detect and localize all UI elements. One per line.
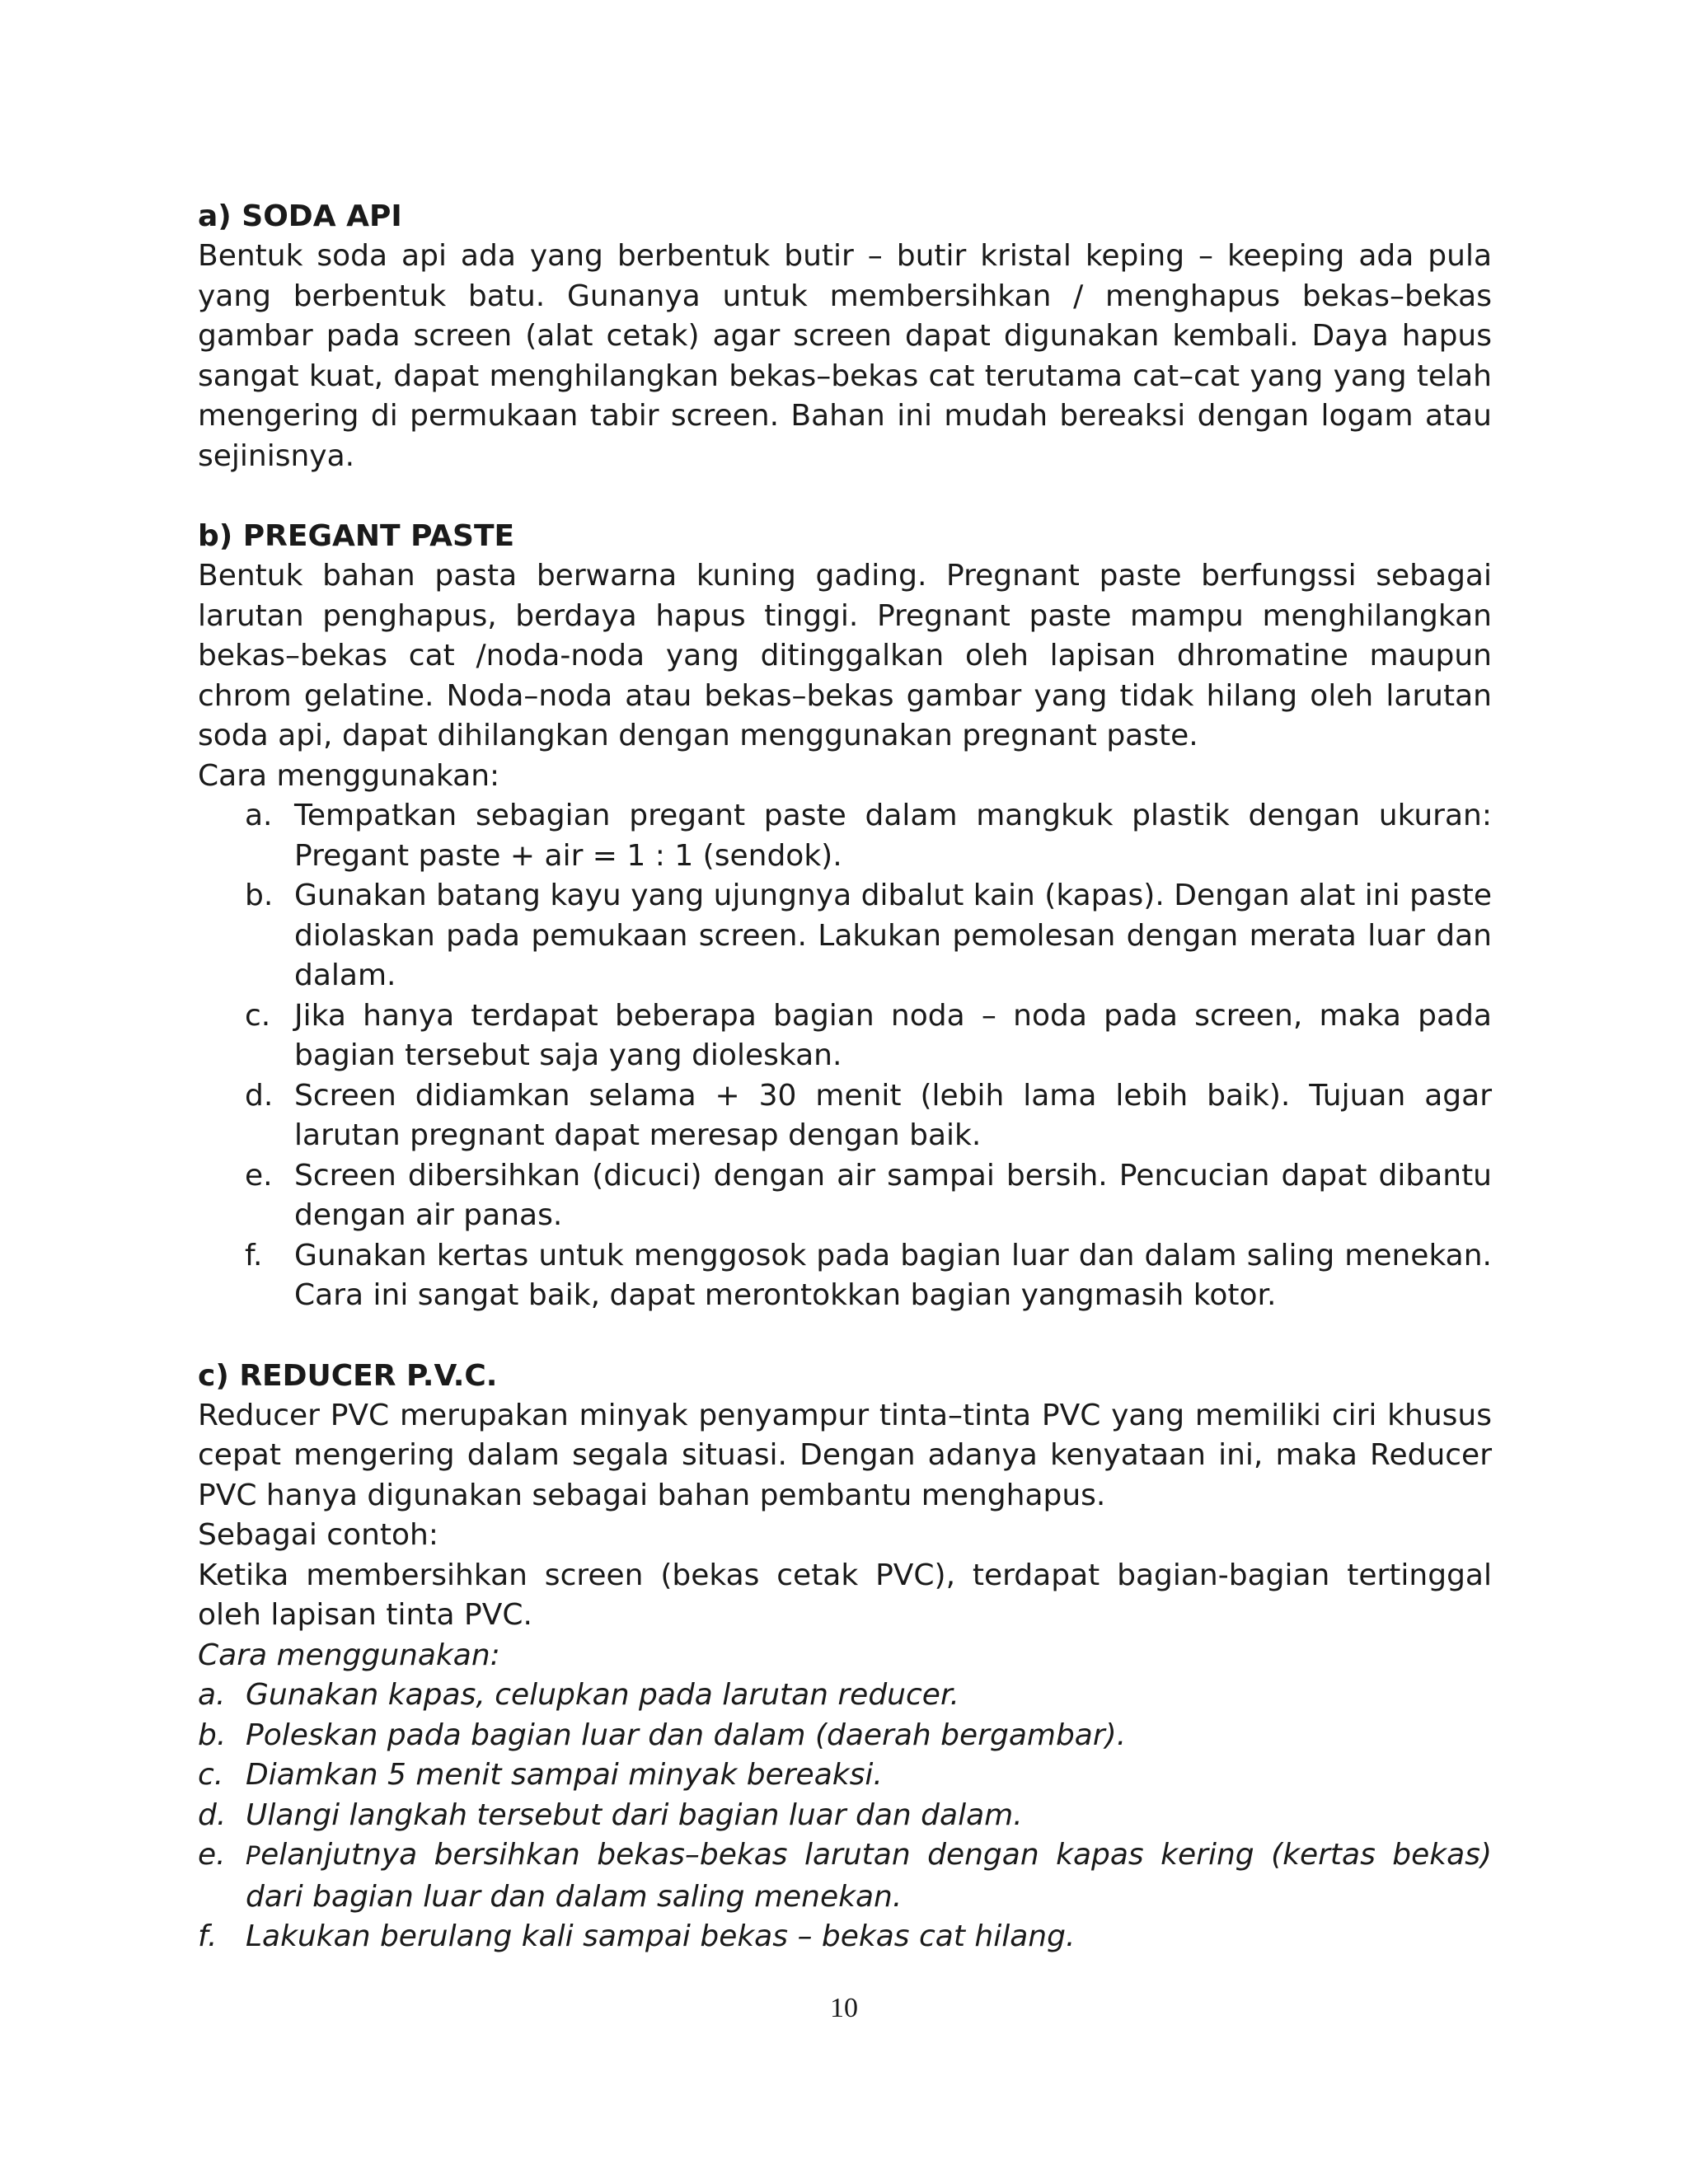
page-number: 10 xyxy=(830,1993,858,2023)
section-paragraph: Reducer PVC merupakan minyak penyampur tinta–tinta PVC yang memiliki ciri khusus cepat mengering dalam segala situasi. Dengan adanya kenyataan ini, maka Reducer PVC hanya digunakan sebagai bahan pembantu menghapus. xyxy=(198,1398,1492,1512)
section-reducer-pvc xyxy=(198,1356,1492,1957)
list-item-text: elanjutnya bersihkan bekas–bekas larutan dengan kapas kering (kertas bekas) dari bagian luar dan dalam saling menekan. xyxy=(246,1838,1492,1914)
list-marker: d. xyxy=(245,1078,274,1113)
section-soda-api xyxy=(198,196,1492,476)
list-marker: e. xyxy=(198,1838,226,1872)
list-marker: f. xyxy=(245,1238,263,1272)
list-item-text: Gunakan kertas untuk menggosok pada bagian luar dan dalam saling menekan. Cara ini sangat baik, dapat merontokkan bagian yangmasih kotor. xyxy=(294,1238,1492,1312)
list-item-text: Poleskan pada bagian luar dan dalam (daerah bergambar). xyxy=(246,1718,1127,1752)
usage-steps-list xyxy=(198,796,1492,1316)
list-item-text: Screen dibersihkan (dicuci) dengan air sampai bersih. Pencucian dapat dibantu dengan air panas. xyxy=(294,1158,1492,1232)
list-item xyxy=(245,996,1492,1076)
section-heading: a) SODA API xyxy=(198,199,402,233)
section-paragraph: Bentuk bahan pasta berwarna kuning gading. Pregnant paste berfungssi sebagai larutan penghapus, berdaya hapus tinggi. Pregnant paste mampu menghilangkan bekas–bekas cat /noda-noda yang ditinggalkan oleh lapisan dhromatine maupun chrom gelatine. Noda–noda atau bekas–bekas gambar yang tidak hilang oleh larutan soda api, dapat dihilangkan dengan menggunakan pregnant paste. xyxy=(198,559,1492,752)
list-item-text: Ulangi langkah tersebut dari bagian luar dan dalam. xyxy=(246,1797,1023,1832)
list-item-text: Diamkan 5 menit sampai minyak bereaksi. xyxy=(246,1758,883,1792)
list-item-text: Lakukan berulang kali sampai bekas – bekas cat hilang. xyxy=(246,1919,1076,1953)
list-marker: b. xyxy=(198,1718,227,1752)
list-item-text: Screen didiamkan selama + 30 menit (lebih lama lebih baik). Tujuan agar larutan pregnant dapat meresap dengan baik. xyxy=(294,1078,1492,1152)
list-marker: e. xyxy=(245,1158,273,1193)
list-marker: f. xyxy=(198,1919,218,1953)
list-item xyxy=(198,1917,1492,1957)
example-text: Ketika membersihkan screen (bekas cetak PVC), terdapat bagian-bagian tertinggal oleh lapisan tinta PVC. xyxy=(198,1558,1492,1632)
list-item xyxy=(198,1835,1492,1917)
list-marker: c. xyxy=(245,998,271,1033)
list-item-text: Jika hanya terdapat beberapa bagian noda – noda pada screen, maka pada bagian tersebut saja yang dioleskan. xyxy=(294,998,1492,1072)
section-pregant-paste xyxy=(198,516,1492,1316)
document-page xyxy=(198,196,1492,1997)
example-label: Sebagai contoh: xyxy=(198,1518,438,1552)
list-item-first-char: P xyxy=(246,1842,261,1871)
list-item-text: Gunakan kapas, celupkan pada larutan reducer. xyxy=(246,1678,959,1712)
list-marker: c. xyxy=(198,1758,224,1792)
usage-label: Cara menggunakan: xyxy=(198,758,500,793)
list-marker: a. xyxy=(245,799,273,832)
list-item xyxy=(245,1236,1492,1316)
usage-label: Cara menggunakan: xyxy=(198,1638,500,1672)
list-item xyxy=(245,796,1492,876)
list-marker: a. xyxy=(198,1678,226,1712)
list-item xyxy=(198,1755,1492,1796)
list-item xyxy=(245,1076,1492,1156)
list-item xyxy=(245,876,1492,996)
list-marker: d. xyxy=(198,1797,227,1832)
list-item xyxy=(245,1156,1492,1236)
list-item-text: Gunakan batang kayu yang ujungnya dibalut kain (kapas). Dengan alat ini paste diolaskan pada pemukaan screen. Lakukan pemolesan dengan merata luar dan dalam. xyxy=(294,879,1492,992)
usage-steps-list xyxy=(198,1675,1492,1957)
list-marker: b. xyxy=(245,879,274,912)
section-heading: c) REDUCER P.V.C. xyxy=(198,1358,498,1393)
list-item xyxy=(198,1675,1492,1716)
section-paragraph: Bentuk soda api ada yang berbentuk butir – butir kristal keping – keeping ada pula yang berbentuk batu. Gunanya untuk membersihkan / menghapus bekas–bekas gambar pada screen (alat cetak) agar screen dapat digunakan kembali. Daya hapus sangat kuat, dapat menghilangkan bekas–bekas cat terutama cat–cat yang yang telah mengering di permukaan tabir screen. Bahan ini mudah bereaksi dengan logam atau sejinisnya. xyxy=(198,239,1492,473)
list-item xyxy=(198,1796,1492,1836)
list-item xyxy=(198,1716,1492,1756)
section-heading: b) PREGANT PASTE xyxy=(198,519,515,553)
list-item-text: Tempatkan sebagian pregant paste dalam mangkuk plastik dengan ukuran: Pregant paste + air = 1 : 1 (sendok). xyxy=(294,799,1492,873)
